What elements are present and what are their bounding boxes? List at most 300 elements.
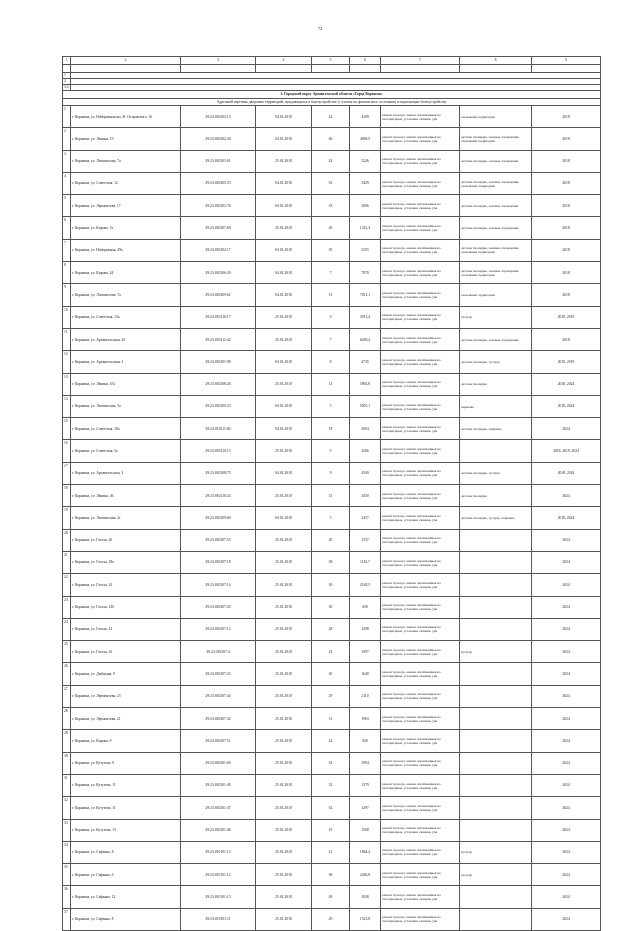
row-number: 7: [63, 239, 71, 261]
year-cell: 2024: [532, 529, 601, 551]
date-cell: 25.01.2018: [256, 485, 312, 507]
row-number: 33: [63, 819, 71, 841]
row-number: 28: [63, 708, 71, 730]
date-cell: 25.01.2018: [256, 217, 312, 239]
date-cell: 25.01.2018: [256, 596, 312, 618]
cadastral-number-cell: 29:23:010207:18: [181, 551, 256, 573]
year-cell: 2024: [532, 641, 601, 663]
address-cell: г. Коряжма, ул. Гоголя, 14б: [71, 596, 181, 618]
count-cell: 41: [312, 841, 350, 863]
year-cell: 2018: [532, 172, 601, 194]
area-cell: 3266: [350, 440, 381, 462]
cadastral-number-cell: 29:23:010207:44: [181, 685, 256, 707]
area-cell: 1568: [350, 819, 381, 841]
cadastral-number-cell: 29:23:010201:61: [181, 150, 256, 172]
area-cell: 1640: [350, 663, 381, 685]
row-number: 16: [63, 440, 71, 462]
row-number: 32: [63, 797, 71, 819]
date-cell: 25.01.2018: [256, 529, 312, 551]
works-cell: ремонт проезда, замена светильников на светодиодные, установка скамеек, урн: [381, 485, 460, 507]
cadastral-number-cell: 29:23:010201:76: [181, 195, 256, 217]
table-row: [63, 641, 601, 663]
count-cell: 8: [312, 351, 350, 373]
cadastral-number-cell: 29:23:010210:24: [181, 485, 256, 507]
year-cell: 2024: [532, 797, 601, 819]
year-cell: 2018: [532, 284, 601, 306]
year-cell: 2024: [532, 551, 601, 573]
cadastral-number-cell: 29:23:010210:17: [181, 306, 256, 328]
table-row: [63, 551, 601, 573]
row-number: 5: [63, 195, 71, 217]
cadastral-number-cell: 29:23:010201:47: [181, 797, 256, 819]
objects-cell: детская площадка, зеленые ограждения, озеленение территории: [460, 262, 532, 284]
address-cell: г. Коряжма, ул. Советская, 18а: [71, 418, 181, 440]
date-cell: 25.01.2018: [256, 150, 312, 172]
table-row: [63, 395, 601, 417]
table-row: [63, 262, 601, 284]
address-cell: г. Коряжма, ул. Ленина, 19: [71, 128, 181, 150]
date-cell: 25.01.2018: [256, 841, 312, 863]
count-cell: 15: [312, 485, 350, 507]
cadastral-number-cell: 29:23:010101:11: [181, 908, 256, 930]
count-cell: 5: [312, 395, 350, 417]
count-cell: 40: [312, 128, 350, 150]
works-cell: ремонт проезда, замена светильников на светодиодные, установка скамеек, урн: [381, 797, 460, 819]
row-number: 26: [63, 663, 71, 685]
area-cell: 1028: [350, 886, 381, 908]
objects-cell: детская площадка, зеленые ограждения: [460, 150, 532, 172]
table-row: [63, 841, 601, 863]
area-cell: 1537: [350, 529, 381, 551]
area-cell: 2457: [350, 507, 381, 529]
row-number: 6: [63, 217, 71, 239]
table-row: [63, 172, 601, 194]
works-cell: ремонт проезда, замена светильников на светодиодные, установка скамеек, урн: [381, 618, 460, 640]
works-cell: ремонт проезда, замена светильников на светодиодные, установка скамеек, урн: [381, 819, 460, 841]
area-cell: 1994: [350, 752, 381, 774]
count-cell: 19: [312, 819, 350, 841]
sub-row-number: 3.4: [64, 84, 69, 89]
count-cell: 49: [312, 908, 350, 930]
row-number: 21: [63, 551, 71, 573]
table-row: [63, 217, 601, 239]
works-cell: ремонт проезда, замена светильников на светодиодные, установка скамеек, урн: [381, 529, 460, 551]
area-cell: 2110: [350, 685, 381, 707]
area-cell: 5226: [350, 150, 381, 172]
row-number: 18: [63, 485, 71, 507]
area-cell: 1379: [350, 774, 381, 796]
column-number: 8: [460, 57, 532, 65]
date-cell: 25.01.2018: [256, 908, 312, 930]
area-cell: 5255: [350, 239, 381, 261]
cadastral-number-cell: 29:23:010201:46: [181, 819, 256, 841]
works-cell: ремонт проезда, замена светильников на светодиодные, установка скамеек, урн: [381, 284, 460, 306]
table-row: [63, 752, 601, 774]
count-cell: 32: [312, 797, 350, 819]
address-cell: г. Коряжма, ул. Архангельская, 29: [71, 328, 181, 350]
table-row: [63, 864, 601, 886]
cadastral-number-cell: 29:23:010207:53: [181, 529, 256, 551]
year-cell: 2024: [532, 730, 601, 752]
works-cell: ремонт проезда, замена светильников на светодиодные, установка скамеек, урн: [381, 641, 460, 663]
works-cell: ремонт проезда, замена светильников на светодиодные, установка скамеек, урн: [381, 328, 460, 350]
row-number: 12: [63, 351, 71, 373]
row-number: 9: [63, 284, 71, 306]
row-number: 1: [63, 106, 71, 128]
table-row: [63, 195, 601, 217]
cadastral-number-cell: 29:23:010201:69: [181, 752, 256, 774]
works-cell: ремонт проезда, замена светильников на светодиодные, установка скамеек, урн: [381, 106, 460, 128]
row-number: 11: [63, 328, 71, 350]
area-cell: 5001,1: [350, 395, 381, 417]
date-cell: 04.01.2018: [256, 507, 312, 529]
works-cell: ремонт проезда, замена светильников на светодиодные, установка скамеек, урн: [381, 418, 460, 440]
address-cell: г. Коряжма, ул. Ломоносова, 2г: [71, 507, 181, 529]
objects-cell: детская площадка, зеленые ограждения, озеленение территории: [460, 172, 532, 194]
objects-cell: [460, 574, 532, 596]
objects-cell: детская площадка, тротуар: [460, 462, 532, 484]
works-cell: ремонт проезда, замена светильников на светодиодные, установка скамеек, урн: [381, 596, 460, 618]
objects-cell: парковка: [460, 395, 532, 417]
works-cell: ремонт проезда, замена светильников на светодиодные, установка скамеек, урн: [381, 730, 460, 752]
address-cell: г. Коряжма, ул. Сафьяна, 8: [71, 908, 181, 930]
address-cell: г. Коряжма, ул. Лермонтова, 21: [71, 708, 181, 730]
cadastral-number-cell: 29:23:010101:12: [181, 864, 256, 886]
address-cell: г. Коряжма, ул. Гоголя, 18а: [71, 551, 181, 573]
count-cell: 30: [312, 596, 350, 618]
cadastral-number-cell: 29:23:010202:17: [181, 239, 256, 261]
objects-cell: детская площадка, зеленые ограждения: [460, 217, 532, 239]
area-cell: 1142,7: [350, 551, 381, 573]
date-cell: 04.01.2018: [256, 262, 312, 284]
column-number: 1: [63, 57, 71, 65]
date-cell: 04.01.2018: [256, 418, 312, 440]
year-cell: 2018, 2024: [532, 395, 601, 417]
objects-cell: [460, 551, 532, 573]
address-cell: г. Коряжма, ул. Гоголя, 20: [71, 529, 181, 551]
objects-cell: [460, 797, 532, 819]
objects-cell: озеленение территории: [460, 284, 532, 306]
date-cell: 04.01.2018: [256, 284, 312, 306]
objects-cell: [460, 596, 532, 618]
works-cell: ремонт проезда, замена светильников на светодиодные, установка скамеек, урн: [381, 841, 460, 863]
count-cell: 30: [312, 574, 350, 596]
address-cell: г. Коряжма, ул. Дыбцына, 9: [71, 663, 181, 685]
date-cell: 25.01.2018: [256, 864, 312, 886]
column-number: 6: [350, 57, 381, 65]
date-cell: 04.01.2018: [256, 195, 312, 217]
date-cell: 25.01.2018: [256, 373, 312, 395]
objects-cell: детская площадка, зеленые ограждения: [460, 328, 532, 350]
works-cell: ремонт проезда, замена светильников на светодиодные, установка скамеек, урн: [381, 262, 460, 284]
year-cell: 2018: [532, 106, 601, 128]
area-cell: 7011,1: [350, 284, 381, 306]
row-number: 20: [63, 529, 71, 551]
address-cell: г. Коряжма, ул. Ленина, 47а: [71, 373, 181, 395]
table-row: [63, 462, 601, 484]
section-title-row: [63, 90, 601, 98]
year-cell: 2018, 2024: [532, 507, 601, 529]
cadastral-number-cell: 29:23:010201:90: [181, 351, 256, 373]
works-cell: ремонт проезда, замена светильников на светодиодные, установка скамеек, урн: [381, 462, 460, 484]
area-cell: 3913,4: [350, 306, 381, 328]
date-cell: 04.01.2018: [256, 351, 312, 373]
count-cell: 26: [312, 217, 350, 239]
cadastral-number-cell: 29:23:010202:30: [181, 128, 256, 150]
year-cell: 2024: [532, 485, 601, 507]
address-cell: г. Коряжма, ул. Архангельская, 3: [71, 351, 181, 373]
table-row: [63, 440, 601, 462]
table-row: [63, 797, 601, 819]
year-cell: 2024: [532, 685, 601, 707]
row-number: 36: [63, 886, 71, 908]
table-row: [63, 596, 601, 618]
works-cell: ремонт проезда, замена светильников на светодиодные, установка скамеек, урн: [381, 908, 460, 930]
count-cell: 49: [312, 886, 350, 908]
cadastral-number-cell: 29:23:010207:12: [181, 618, 256, 640]
cadastral-number-cell: 29:23:010206:29: [181, 262, 256, 284]
objects-cell: детская площадка, зеленые ограждения, озеленение территории: [460, 239, 532, 261]
table-row: [63, 106, 601, 128]
year-cell: 2024: [532, 908, 601, 930]
year-cell: 2018, 2019: [532, 351, 601, 373]
count-cell: 9: [312, 306, 350, 328]
column-number: 4: [256, 57, 312, 65]
row-number: 25: [63, 641, 71, 663]
table-caption: Адресный перечень дворовых территорий, нуждающихся в благоустройстве (с учетом их физического состояния) и подлежащих благоустройству: [63, 98, 601, 106]
works-cell: ремонт проезда, замена светильников на светодиодные, установка скамеек, урн: [381, 774, 460, 796]
row-number: 31: [63, 774, 71, 796]
count-cell: 28: [312, 618, 350, 640]
page-number: 72: [317, 26, 323, 31]
date-cell: 25.01.2018: [256, 819, 312, 841]
row-number: 27: [63, 685, 71, 707]
year-cell: 2018: [532, 262, 601, 284]
address-cell: г. Коряжма, ул. Кирова, 24: [71, 262, 181, 284]
table-row: [63, 529, 601, 551]
address-cell: г. Коряжма, ул. Гоголя, 14: [71, 574, 181, 596]
sub-row-number: 1: [63, 72, 71, 78]
area-cell: 5892,8: [350, 373, 381, 395]
date-cell: 25.01.2018: [256, 752, 312, 774]
objects-cell: [460, 663, 532, 685]
works-cell: ремонт проезда, замена светильников на светодиодные, установка скамеек, урн: [381, 685, 460, 707]
date-cell: 25.01.2018: [256, 685, 312, 707]
count-cell: 38: [312, 551, 350, 573]
area-cell: 2446,8: [350, 864, 381, 886]
date-cell: 25.01.2018: [256, 574, 312, 596]
works-cell: ремонт проезда, замена светильников на светодиодные, установка скамеек, урн: [381, 195, 460, 217]
section-title: 2. Городской округ Архангельской области «Город Коряжма»: [63, 90, 601, 98]
year-cell: 2018, 2024: [532, 373, 601, 395]
blank-row: [63, 65, 601, 73]
date-cell: 04.01.2018: [256, 106, 312, 128]
count-cell: 7: [312, 328, 350, 350]
table-row: [63, 306, 601, 328]
address-cell: г. Коряжма, ул. Ломоносова, 7а: [71, 284, 181, 306]
year-cell: 2018: [532, 150, 601, 172]
objects-cell: [460, 708, 532, 730]
works-cell: ремонт проезда, замена светильников на светодиодные, установка скамеек, урн: [381, 663, 460, 685]
date-cell: 04.01.2018: [256, 128, 312, 150]
cadastral-number-cell: 29:23:010209:69: [181, 507, 256, 529]
area-cell: 830: [350, 730, 381, 752]
address-cell: г. Коряжма, ул. Гоголя, 12: [71, 618, 181, 640]
cadastral-number-cell: 29:23:010101:13: [181, 841, 256, 863]
date-cell: 25.01.2018: [256, 886, 312, 908]
objects-cell: детская площадка: [460, 485, 532, 507]
objects-cell: [460, 440, 532, 462]
table-row: [63, 819, 601, 841]
works-cell: ремонт проезда, замена светильников на светодиодные, установка скамеек, урн: [381, 217, 460, 239]
count-cell: 35: [312, 239, 350, 261]
table-row: [63, 574, 601, 596]
address-cell: г. Коряжма, ул. Ломоносова, 7а: [71, 150, 181, 172]
address-cell: г. Коряжма, ул. Кутузова, 11: [71, 774, 181, 796]
table-row: [63, 284, 601, 306]
year-cell: 2018: [532, 328, 601, 350]
table-caption-row: [63, 98, 601, 106]
date-cell: 25.01.2018: [256, 328, 312, 350]
year-cell: 2018: [532, 128, 601, 150]
row-number: 19: [63, 507, 71, 529]
cadastral-number-cell: 29:23:010201:48: [181, 774, 256, 796]
year-cell: 2024: [532, 596, 601, 618]
cadastral-number-cell: 29:23:010207:69: [181, 217, 256, 239]
date-cell: 25.01.2018: [256, 641, 312, 663]
works-cell: ремонт проезда, замена светильников на светодиодные, установка скамеек, урн: [381, 440, 460, 462]
address-cell: г. Коряжма, ул. Лермонтова, 23: [71, 685, 181, 707]
address-cell: г. Коряжма, ул. Советская, 13а: [71, 306, 181, 328]
date-cell: 25.01.2018: [256, 440, 312, 462]
row-number: 4: [63, 172, 71, 194]
table-row: [63, 618, 601, 640]
year-cell: 2018: [532, 239, 601, 261]
year-cell: 2024: [532, 618, 601, 640]
table-row: [63, 908, 601, 930]
works-cell: ремонт проезда, замена светильников на светодиодные, установка скамеек, урн: [381, 574, 460, 596]
objects-cell: тротуар: [460, 641, 532, 663]
area-cell: 4068.5: [350, 128, 381, 150]
table-row: [63, 663, 601, 685]
objects-cell: озеленение территории: [460, 106, 532, 128]
row-number: 37: [63, 908, 71, 930]
area-cell: 1963: [350, 708, 381, 730]
date-cell: 25.01.2018: [256, 708, 312, 730]
objects-cell: [460, 529, 532, 551]
date-cell: 25.01.2018: [256, 551, 312, 573]
count-cell: 13: [312, 373, 350, 395]
table-row: [63, 708, 601, 730]
area-cell: 1322,3: [350, 217, 381, 239]
address-cell: г. Коряжма, ул. Кирова, 9: [71, 730, 181, 752]
column-number: 2: [71, 57, 181, 65]
count-cell: 30: [312, 663, 350, 685]
table-row: [63, 373, 601, 395]
address-cell: г. Коряжма, ул. Сафьяна, 6: [71, 864, 181, 886]
date-cell: 04.01.2018: [256, 462, 312, 484]
address-cell: г. Коряжма, ул. Ломоносова, 3а: [71, 395, 181, 417]
count-cell: 18: [312, 418, 350, 440]
area-cell: 4549: [350, 462, 381, 484]
table-row: [63, 730, 601, 752]
objects-cell: тротуар: [460, 841, 532, 863]
column-number: 7: [381, 57, 460, 65]
area-cell: 1297: [350, 797, 381, 819]
row-number: 29: [63, 730, 71, 752]
date-cell: 25.01.2018: [256, 774, 312, 796]
works-cell: ремонт проезда, замена светильников на светодиодные, установка скамеек, урн: [381, 507, 460, 529]
table-row: [63, 328, 601, 350]
table-row: [63, 485, 601, 507]
cadastral-number-cell: 29:23:010208:75: [181, 462, 256, 484]
count-cell: 24: [312, 150, 350, 172]
objects-cell: [460, 685, 532, 707]
address-cell: г. Коряжма, ул. Набережная им. Н. Островского, 16: [71, 106, 181, 128]
area-cell: 1997: [350, 641, 381, 663]
addresses-table: [62, 56, 601, 931]
cadastral-number-cell: 29:23:010209:62: [181, 284, 256, 306]
year-cell: 2024: [532, 774, 601, 796]
objects-cell: детская площадка, парковка: [460, 418, 532, 440]
works-cell: ремонт проезда, замена светильников на светодиодные, установка скамеек, урн: [381, 708, 460, 730]
count-cell: 30: [312, 529, 350, 551]
row-number: 10: [63, 306, 71, 328]
table-row: [63, 239, 601, 261]
year-cell: 2018, 2019, 2024: [532, 440, 601, 462]
cadastral-number-cell: 29:23:010207:14: [181, 574, 256, 596]
address-cell: г. Коряжма, ул. Сафьяна, 12: [71, 886, 181, 908]
objects-cell: детская площадка, тротуар, парковка: [460, 507, 532, 529]
objects-cell: детская площадка, зеленые ограждения: [460, 195, 532, 217]
sub-row-number: 2: [63, 78, 71, 84]
cadastral-number-cell: 29:23:010207:32: [181, 708, 256, 730]
cadastral-number-cell: 29:23:010207:51: [181, 730, 256, 752]
works-cell: ремонт проезда, замена светильников на светодиодные, установка скамеек, урн: [381, 886, 460, 908]
works-cell: ремонт проезда, замена светильников на светодиодные, установка скамеек, урн: [381, 373, 460, 395]
cadastral-number-cell: 29:23:010211:60: [181, 418, 256, 440]
address-cell: г. Коряжма, ул. Кутузова, 9: [71, 752, 181, 774]
area-cell: 1523,8: [350, 908, 381, 930]
year-cell: 2024: [532, 708, 601, 730]
address-cell: г. Коряжма, ул. Архангельская, 3: [71, 462, 181, 484]
year-cell: 2018, 2024: [532, 462, 601, 484]
objects-cell: детская площадка, тротуар: [460, 351, 532, 373]
count-cell: 33: [312, 172, 350, 194]
year-cell: 2024: [532, 663, 601, 685]
count-cell: 29: [312, 685, 350, 707]
row-number: 35: [63, 864, 71, 886]
count-cell: 38: [312, 864, 350, 886]
cadastral-number-cell: 29:23:010207:4: [181, 641, 256, 663]
column-number: 5: [312, 57, 350, 65]
column-number: 3: [181, 57, 256, 65]
cadastral-number-cell: 29:23:010101:13: [181, 886, 256, 908]
area-cell: 3450: [350, 485, 381, 507]
area-cell: 4735: [350, 351, 381, 373]
address-cell: г. Коряжма, ул. Набережная, 49а: [71, 239, 181, 261]
address-cell: г. Коряжма, ул. Ленина, 46: [71, 485, 181, 507]
works-cell: ремонт проезда, замена светильников на светодиодные, установка скамеек, урн: [381, 150, 460, 172]
address-cell: г. Коряжма, ул. Советская, 12: [71, 172, 181, 194]
row-number: 15: [63, 418, 71, 440]
year-cell: 2024: [532, 418, 601, 440]
cadastral-number-cell: 29:23:010208:26: [181, 373, 256, 395]
year-cell: 2018: [532, 195, 601, 217]
address-cell: г. Коряжма, ул. Кутузова, 13: [71, 819, 181, 841]
address-cell: г. Коряжма, ул. Кирова, 7а: [71, 217, 181, 239]
year-cell: 2024: [532, 864, 601, 886]
